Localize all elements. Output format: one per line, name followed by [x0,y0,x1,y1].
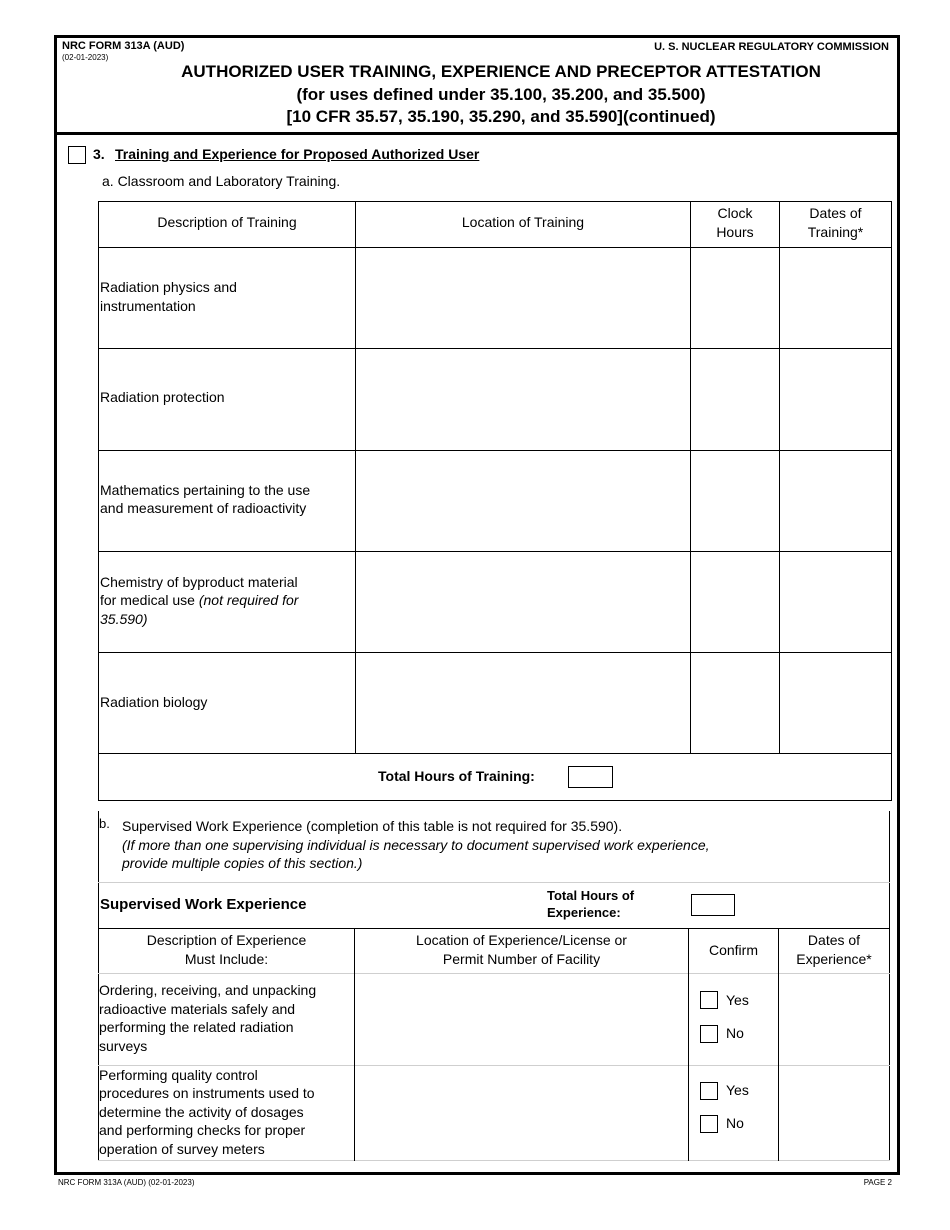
table-rule [889,811,890,1161]
experience-location-cell[interactable] [355,1066,688,1160]
experience-row-description: performing the related radiation [99,1019,294,1035]
training-location-cell[interactable] [356,248,690,348]
subsection-b-note: provide multiple copies of this section.) [122,855,363,871]
table-rule [98,928,890,929]
confirm-no-label: No [726,1115,744,1131]
training-row-description: Chemistry of byproduct material [100,574,298,590]
section-number: 3. [93,146,105,162]
table-rule [98,201,99,801]
confirm-no-checkbox[interactable] [700,1025,718,1043]
table-rule [98,201,892,202]
subsection-a-label: a. Classroom and Laboratory Training. [102,173,341,189]
training-location-cell[interactable] [356,552,690,652]
experience-location-cell[interactable] [355,974,688,1065]
table-rule [891,201,892,801]
training-row-description [100,591,298,610]
training-dates-cell[interactable] [780,451,891,551]
training-dates-cell[interactable] [780,349,891,450]
confirm-yes-label: Yes [726,1082,749,1098]
confirm-no-label: No [726,1025,744,1041]
experience-row-description: radioactive materials safely and [99,1001,296,1017]
training-hours-cell[interactable] [691,451,779,551]
training-location-cell[interactable] [356,349,690,450]
form-title-line2: (for uses defined under 35.100, 35.200, and 35.500) [296,85,706,104]
experience-row-description: Ordering, receiving, and unpacking [99,982,317,998]
training-row-description: Radiation physics and [100,279,237,295]
training-row-description: instrumentation [100,298,196,314]
table-rule [98,800,892,801]
training-row-description: and measurement of radioactivity [100,500,307,516]
col-header-location: Location of Training [461,214,585,230]
total-experience-label: Experience: [547,905,621,920]
total-training-label: Total Hours of Training: [378,768,535,784]
confirm-yes-checkbox[interactable] [700,1082,718,1100]
training-row-description: Radiation protection [100,389,225,405]
training-location-cell[interactable] [356,451,690,551]
experience-dates-cell[interactable] [779,974,889,1065]
table-rule [688,928,689,1161]
footer-form-id: NRC FORM 313A (AUD) (02-01-2023) [58,1178,195,1187]
form-id: NRC FORM 313A (AUD) [62,40,185,52]
experience-dates-cell[interactable] [779,1066,889,1160]
subsection-b-text: Supervised Work Experience (completion of this table is not required for 35.590). [122,818,623,834]
training-row-description: Mathematics pertaining to the use [100,482,311,498]
table-rule [98,753,892,754]
col-header-dates: Experience* [796,951,872,967]
col-header-dates: Dates of [809,205,862,221]
form-title-line1: AUTHORIZED USER TRAINING, EXPERIENCE AND PRECEPTOR ATTESTATION [181,62,821,81]
training-hours-cell[interactable] [691,349,779,450]
col-header-description: Must Include: [184,951,269,967]
col-header-confirm: Confirm [708,942,758,958]
training-dates-cell[interactable] [780,248,891,348]
col-header-description: Description of Experience [146,932,307,948]
training-row-description: Radiation biology [100,694,208,710]
confirm-yes-checkbox[interactable] [700,991,718,1009]
col-header-hours: Hours [716,224,754,240]
col-header-dates: Dates of [807,932,861,948]
experience-row-description: surveys [99,1038,148,1054]
page-number: PAGE 2 [863,1178,892,1187]
training-dates-cell[interactable] [780,552,891,652]
training-location-cell[interactable] [356,653,690,753]
training-row-note: 35.590) [100,611,148,627]
confirm-no-checkbox[interactable] [700,1115,718,1133]
training-row-description-text: for medical use [100,592,199,608]
col-header-hours: Clock [717,205,753,221]
training-hours-cell[interactable] [691,248,779,348]
subsection-b-letter: b. [99,816,110,831]
experience-row-description: and performing checks for proper [99,1122,306,1138]
training-row-note: (not required for [198,592,299,608]
confirm-yes-label: Yes [726,992,749,1008]
experience-row-description: Performing quality control [99,1067,258,1083]
training-hours-cell[interactable] [691,653,779,753]
experience-row-description: operation of survey meters [99,1141,265,1157]
training-hours-cell[interactable] [691,552,779,652]
form-date: (02-01-2023) [62,53,109,62]
subsection-b-note: (If more than one supervising individual is necessary to document supervised work experience, [122,837,710,853]
experience-heading: Supervised Work Experience [100,896,307,913]
training-dates-cell[interactable] [780,653,891,753]
table-rule [98,882,890,883]
total-experience-label: Total Hours of [547,888,635,903]
section-title: Training and Experience for Proposed Authorized User [115,146,480,162]
table-rule [98,1160,890,1161]
col-header-location: Location of Experience/License or [416,932,627,948]
section3-checkbox[interactable] [68,146,86,164]
total-training-hours-input[interactable] [568,766,613,788]
experience-row-description: procedures on instruments used to [99,1085,315,1101]
col-header-description: Description of Training [157,214,297,230]
header-divider [54,132,900,135]
col-header-dates: Training* [807,224,864,240]
total-experience-hours-input[interactable] [691,894,735,916]
form-title-line3: [10 CFR 35.57, 35.190, 35.290, and 35.590](continued) [286,107,716,126]
experience-row-description: determine the activity of dosages [99,1104,304,1120]
agency-name: U. S. NUCLEAR REGULATORY COMMISSION [654,41,889,53]
col-header-location: Permit Number of Facility [442,951,601,967]
